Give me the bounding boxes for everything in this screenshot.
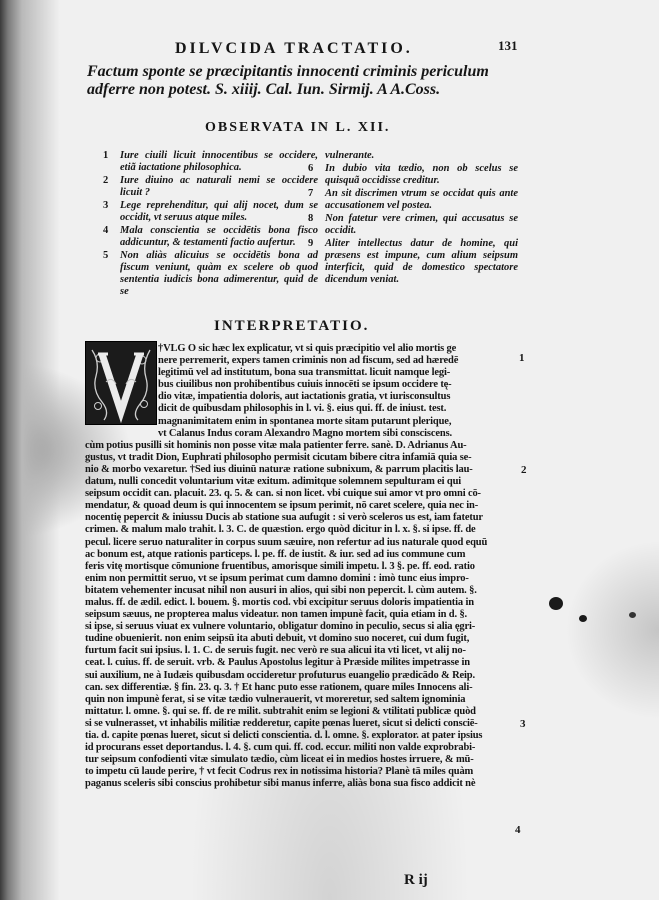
text-line: vt Calanus Indus coram Alexandro Magno mortem sibi consciscens. [158,427,452,439]
text-line: †VLG O sic hæc lex explicatur, vt si quis præcipitio vel alio mortis ge [158,343,457,354]
observata-item-number: 4 [103,225,109,236]
text-line: si ipse, si seruus viuat ex vulnere voluntario, obligatur domino in peculio, secus si alia ęgri- [85,621,476,633]
text-line: enim non permittit seruo, vt se ipsum perimat cum damno domini : imò tunc eius impro- [85,572,469,584]
text-line: nocentię pepercit & iniussu Ducis ab statione sua aufugit : si verò sceleros us est, iam fatetur [85,512,483,524]
text-line: ac bonum est, atque rationis particeps. l. pe. ff. de iustit. & iur. sed ad ius commune cum [85,548,466,560]
observata-item-number: 1 [103,150,109,161]
margin-number-3: 3 [520,718,526,730]
observata-item-number: 2 [103,175,109,186]
observata-left-column [103,150,318,299]
text-line: gustus, vt tradit Dion, Euphrati philosopho permisit cicutam bibere citra infamiā quia se- [85,451,472,463]
text-line: tur seipsum confodienti vitæ simulato tædio, cùm liceat ei in medios hostes irruere, & mū- [85,754,474,766]
text-line: furtum facit sui ipsius. l. 1. C. de seruis fugit. nec verò re sua alicui ita vti licet, vt alij no- [85,645,466,657]
running-header: DILVCIDA TRACTATIO. [175,40,413,57]
text-line: bus ciuilibus non prohibentibus cuiuis innocēti se ipsum occidere tę- [158,379,452,391]
observata-item-number: 5 [103,250,109,261]
observata-item [103,200,318,224]
observata-item [103,225,318,249]
observata-item-text: An sit discrimen vtrum se occidat quis ante accusationem vel postea. [325,188,518,211]
text-line: mittatur. l. omne. §. qui se. ff. de re milit. subtrahit enim se legioni & vtilitati publicæ quòd [85,705,476,717]
margin-number-2: 2 [521,464,527,476]
text-line: crimen. & malum malo trahit. l. 3. C. de quæstion. ergo quòd dicitur in l. x. §. si ipse. ff. de [85,524,476,536]
text-line: tia. d. capite pœnas lueret, sicut si delicti conscientia. d. l. omne. §. explorator. at pater ipsius [85,730,483,741]
text-line: dio vitæ, impatientia doloris, aut iactationis gratia, vt iurisconsultus [158,391,451,403]
text-line: mendatur, & quoad deum is qui innocentem se ipsum perimit, nō caret scelere, quia nec in- [85,500,479,512]
observata-item-number: 8 [308,213,314,224]
binding-shadow [0,0,60,900]
text-line: magnanimitatem enim in spontanea morte sitam putarunt plerique, [158,415,452,427]
observata-item [308,163,518,187]
interpretatio-body [85,343,512,790]
observata-item [308,213,518,237]
text-line: ceat. l. cuius. ff. de seruit. vrb. & Paulus Apostolus legitur à Præside milites impetrasse in [85,657,470,669]
text-line: dicit de quibusdam philosophis in l. vi. §. eius qui. ff. de iniust. test. [158,403,447,415]
text-line: seipsum occidit can. placuit. 23. q. 5. & can. si non licet. vbi cuique sui amor vt pro omni cō- [85,488,481,500]
ink-blot [579,615,587,622]
text-line: feris vitę mortisque cōmunione fruentibus, amorisque simili impetu. l. 3 §. pe. ff. eod. ratio [85,560,475,572]
observata-item-text: Non aliàs alicuius se occidētis bona ad fiscum veniunt, quàm ex scelere ob quod sententia iudicis bona adimerentur, quid de se [120,250,318,297]
interpretatio-heading: INTERPRETATIO. [214,318,370,334]
observata-item-text: Iure diuino ac naturali nemi se occidere licuit ? [120,175,318,198]
page-number: 131 [498,38,518,53]
signature-mark: R ij [404,872,428,888]
observata-item-text: Non fatetur vere crimen, qui accusatus se occidit. [325,213,518,236]
observata-item-text: In dubio vita tædio, non ob scelus se quisquã occidisse creditur. [325,163,518,186]
observata-item [308,150,518,162]
observata-item [308,238,518,286]
observata-item [103,175,318,199]
observata-item-number: 6 [308,163,314,174]
text-line: malus. ff. de ædil. edict. l. bouem. §. mortis cod. vbi excipitur seruus doloris impatientia in [85,596,474,608]
text-line: sui auxilium, ne à Iudæis quibusdam occideretur profuturus euangelio prædicādo & Reip. [85,669,475,681]
observata-item-number [308,150,325,162]
text-line: legitimū vel ad institutum, bona sua transmittat. licuit namque legi- [158,367,451,379]
text-line: to impetu cū laude perire, † vt fecit Codrus rex in notissima historia? Planè tā miles quàm [85,766,474,778]
ink-blot [549,597,563,610]
text-line: si se vulnerasset, vt inhabilis militiæ redderetur, capite pœnas lueret, sicut si delicti consciē- [85,717,478,729]
observata-item-text: Mala conscientia se occidētis bona fisco addicuntur, & testamenti factio aufertur. [120,225,318,248]
observata-item [103,250,318,298]
observata-item-text: Lege reprehenditur, qui alij nocet, dum se occidit, vt seruus atque miles. [120,200,318,223]
observata-item [308,188,518,212]
text-line: cùm potius pusilli sit hominis non posse vitæ mala patienter ferre. sanè. D. Adrianus Au- [85,439,467,451]
text-line: pecul. licere seruo naturaliter in corpus suum sæuire, non refertur ad ius naturale quod equū [85,536,488,548]
observata-item-number: 9 [308,238,314,249]
law-title: Factum sponte se præcipitantis innocenti criminis periculum adferre non potest. S. xiiij. Cal. Iun. Sirmij. A A.Coss. [87,63,489,98]
margin-number-1: 1 [519,352,525,364]
text-line: tudine obuenierit. non enim seipsū ita abuti debuit, vt domino suo noceret, cui dum fugit, [85,633,470,645]
observata-item-text: Aliter intellectus datur de homine, qui præsens est impune, cum alium seipsum interficit, quid de domestico spectatore dicendum veniat. [325,238,518,285]
text-line: paganus sceleris sibi conscius prohibetur sibi manus inferre, aliàs bona sua fisco addicit nè [85,778,476,790]
observata-item-number: 7 [308,188,314,199]
text-line: can. sex differentiæ. § fin. 23. q. 3. † Et hanc puto esse rationem, quare miles Innocens ali- [85,681,473,693]
text-line: bitatem vehementer incusat nihil non ausuri in alios, qui sibi non pepercit. l. cùm autem. §. [85,584,477,596]
text-line: datum, nulli concedit voluntarium vitæ exitum. adimitque solemnem sepulturam ei qui [85,476,462,488]
text-line: id procurans esset deportandus. l. 4. §. cum qui. ff. cod. eccur. militi non valde exprobrabi- [85,742,476,754]
text-line: seipsum sæuus, ne propterea malus videatur. non tamen impunè facit, quia etiam in d. §. [85,609,468,621]
observata-item [103,150,318,174]
observata-item-text: vulnerante. [325,150,375,161]
observata-heading: OBSERVATA IN L. XII. [205,120,391,135]
text-line: nere perremerit, expers tamen criminis non ad fiscum, sed ad hæredē [158,355,459,367]
ink-blot [629,612,636,618]
text-line: nio & morbo vexaretur. †Sed ius diuinū naturæ ratione subnixum, & parrum placitis lau- [85,463,473,475]
margin-number-4: 4 [515,824,521,836]
text-line: quin non impunè ferat, si se vitæ tædio vulnerauerit, vt moreretur, sed saltem ignominia [85,693,466,705]
observata-item-text: Iure ciuili licuit innocentibus se occidere, etiã iactatione philosophica. [120,150,318,173]
observata-item-number: 3 [103,200,109,211]
observata-right-column [308,150,518,287]
